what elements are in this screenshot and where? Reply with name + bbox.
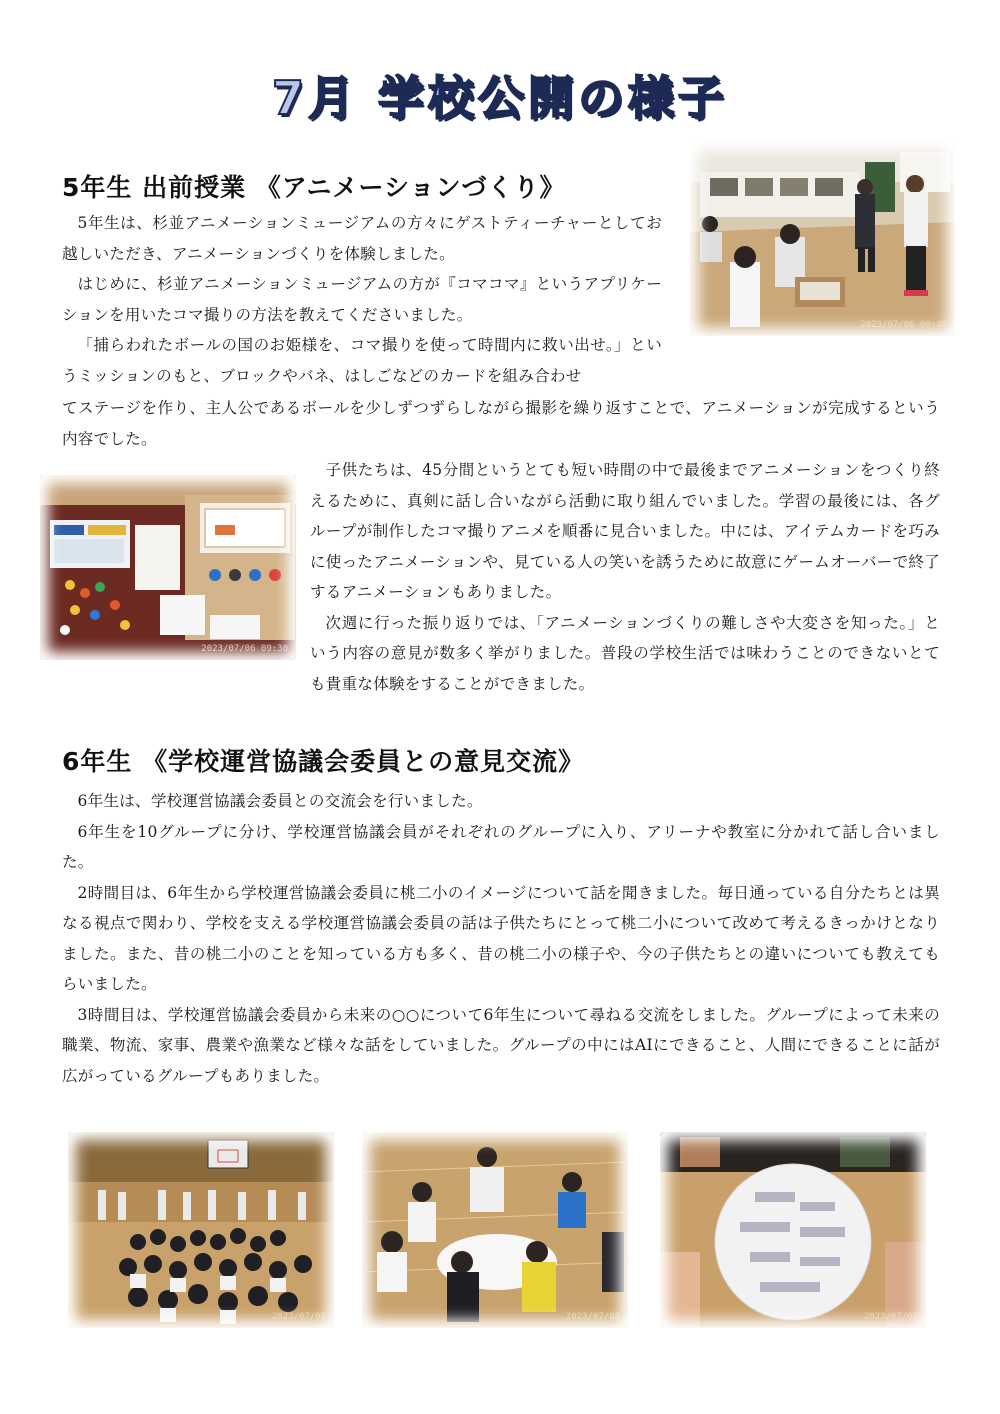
section2-text xyxy=(62,786,940,1091)
section1-continuation: てステージを作り、主人公であるボールを少しずつずらしながら撮影を繰り返すことで、アニメーションが完成するという内容でした。 xyxy=(62,399,940,448)
classroom-photo-datestamp: 2023/07/06 09:40 xyxy=(860,320,947,330)
section1-text-bottom xyxy=(310,455,940,699)
gymnasium-photo xyxy=(68,1132,334,1328)
section2-heading: 6年生 《学校運営協議会委員との意見交流》 xyxy=(62,747,585,776)
section1-paragraph-2: はじめに、杉並アニメーションミュージアムの方が『コマコマ』というアプリケーションを用いたコマ撮りの方法を教えてくださいました。 xyxy=(62,275,662,324)
animation-device-photo-image xyxy=(40,475,296,660)
gymnasium-photo-image xyxy=(68,1132,334,1328)
section1-paragraph-1: 5年生は、杉並アニメーションミュージアムの方々にゲストティーチャーとしてお越しいただき、アニメーションづくりを体験しました。 xyxy=(62,214,662,263)
group-discussion-photo-image xyxy=(362,1132,628,1328)
section2-paragraph-3: 2時間目は、6年生から学校運営協議会委員に桃二小のイメージについて話を聞きました。毎日通っている自分たちとは異なる視点で関わり、学校を支える学校運営協議会委員の話は子供たちにとって桃二小について改めて考えるきっかけとなりました。また、昔の桃二小のことを知っている方も多く、昔の桃二小の様子や、今の子供たちとの違いについても教えてもらいました。 xyxy=(62,883,940,993)
mindmap-photo-datestamp: 2023/07/08 xyxy=(863,1312,918,1322)
device-photo-datestamp: 2023/07/06 09:30 xyxy=(201,644,288,654)
section2-paragraph-2: 6年生を10グループに分け、学校運営協議会員がそれぞれのグループに入り、アリーナや教室に分かれて話し合いました。 xyxy=(62,822,940,871)
section1-text-continuation xyxy=(62,393,940,454)
classroom-photo-image xyxy=(690,142,955,336)
gymnasium-photo-datestamp: 2023/07/08 xyxy=(271,1312,326,1322)
section1-paragraph-5: 次週に行った振り返りでは、「アニメーションづくりの難しさや大変さを知った。」という内容の意見が数多く挙がりました。普段の学校生活では味わうことのできないとても貴重な体験をすることができました。 xyxy=(310,613,940,693)
mindmap-sheet-photo xyxy=(660,1132,926,1328)
page-title: 7月 学校公開の様子 xyxy=(271,71,729,125)
section2-paragraph-1: 6年生は、学校運営協議会委員との交流会を行いました。 xyxy=(77,792,483,810)
section2-paragraph-4: 3時間目は、学校運営協議会委員から未来の○○について6年生について尋ねる交流をしました。グループによって未来の職業、物流、家事、農業や漁業など様々な話をしていました。グループの中にはAIにできること、人間にできることに話が広がっているグループもありました。 xyxy=(62,1005,940,1085)
section1-text-top xyxy=(62,208,662,391)
classroom-photo xyxy=(690,142,955,336)
discussion-photo-datestamp: 2023/07/08 xyxy=(565,1312,620,1322)
section1-heading: 5年生 出前授業 《アニメーションづくり》 xyxy=(62,173,566,202)
animation-device-photo xyxy=(40,475,296,660)
mindmap-sheet-photo-image xyxy=(660,1132,926,1328)
section1-paragraph-3: 「捕らわれたボールの国のお姫様を、コマ撮りを使って時間内に救い出せ。」というミッションのもと、ブロックやバネ、はしごなどのカードを組み合わせ xyxy=(62,336,662,385)
group-discussion-photo xyxy=(362,1132,628,1328)
section1-paragraph-4: 子供たちは、45分間というとても短い時間の中で最後までアニメーションをつくり終えるために、真剣に話し合いながら活動に取り組んでいました。学習の最後には、各グループが制作したコマ撮りアニメを順番に見合いました。中には、アイテムカードを巧みに使ったアニメーションや、見ている人の笑いを誘うために故意にゲームオーバーで終了するアニメーションもありました。 xyxy=(310,461,940,601)
